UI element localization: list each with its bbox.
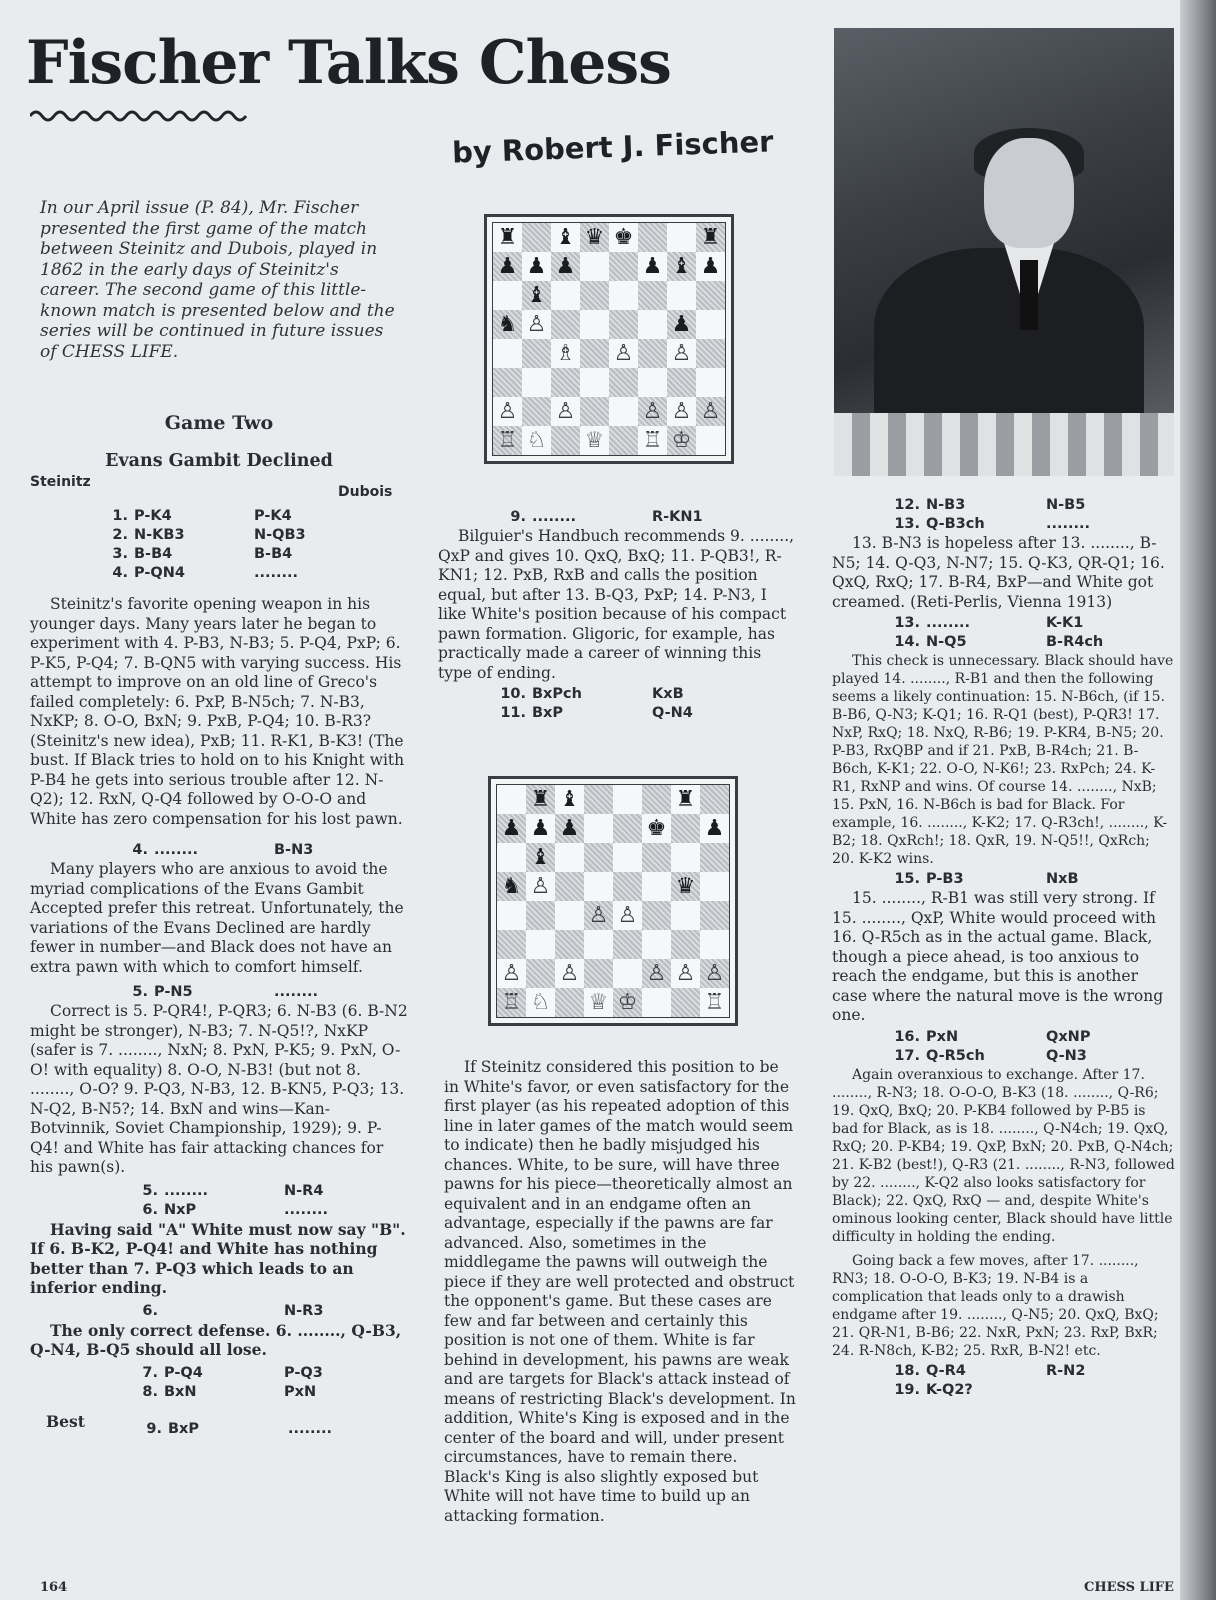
board-square <box>522 397 551 426</box>
opening-name: Evans Gambit Declined <box>105 450 333 471</box>
board-square <box>522 252 551 281</box>
board-square <box>613 959 642 988</box>
move-row: 13. Q-B3ch ........ <box>894 516 1091 532</box>
chess-piece-icon: ♛ <box>584 224 605 250</box>
chess-piece-icon: ♙ <box>671 398 692 424</box>
game-heading: Game Two <box>164 412 274 434</box>
annotation-paragraph: Having said "A" White must now say "B". If 6. B-K2, P-Q4! and White has nothing better than 7. P-Q3 which leads to an inferior ending. <box>30 1219 406 1297</box>
chess-piece-icon: ♙ <box>555 398 576 424</box>
board-square <box>642 872 671 901</box>
board-square <box>526 785 555 814</box>
board-square <box>580 252 609 281</box>
chess-piece-icon: ♙ <box>526 311 547 337</box>
annotation-paragraph: 15. ........, R-B1 was still very strong. If 15. ........, QxP, White would proceed with 16. Q-R5ch as in the actual game. Black, though a piece ahead, is too anxious to reach the endgame, but this is another case where the natural move is the wrong one. <box>832 889 1164 1024</box>
board-square <box>522 310 551 339</box>
chess-piece-icon: ♞ <box>497 311 518 337</box>
board-square <box>638 223 667 252</box>
chess-piece-icon: ♖ <box>704 989 725 1015</box>
board-square <box>555 959 584 988</box>
board-square <box>671 814 700 843</box>
board-square <box>526 930 555 959</box>
chess-piece-icon: ♗ <box>555 340 576 366</box>
board-square <box>609 339 638 368</box>
move-row: 16. PxN QxNP <box>894 1028 1091 1045</box>
board-square <box>497 785 526 814</box>
column-left <box>30 414 408 1439</box>
move-row: 12. N-B3 N-B5 <box>894 497 1086 513</box>
annotation-paragraph: 13. B-N3 is hopeless after 13. ........, B-N5; 14. Q-Q3, N-N7; 15. Q-K3, QR-Q1; 16. QxQ, RxQ; 17. B-R4, BxP—and White got creamed. (Reti-Perlis, Vienna 1913) <box>832 534 1165 611</box>
board-square <box>555 814 584 843</box>
column-middle <box>438 508 798 723</box>
board-square <box>642 785 671 814</box>
title-underline-squiggle <box>30 108 250 124</box>
board-square <box>638 252 667 281</box>
annotation-paragraph: Correct is 5. P-QR4!, P-QR3; 6. N-B3 (6. B-N2 might be stronger), N-B3; 7. N-Q5!?, NxKP (safer is 7. ........, NxN; 8. PxN, P-K5; 9. PxN, O-O! with equality) 8. O-O, N-B3! (but not 8. ........, O-O? 9. P-Q3, N-B3, 12. B-KN5, P-Q3; 13. N-Q2, B-N5?; 14. BxN and wins—Kan-Botvinnik, Soviet Championship, 1929); 9. P-Q4! and White has fair attacking chances for his pawn(s). <box>30 1002 408 1176</box>
move-list-b <box>130 1182 408 1220</box>
board-square <box>551 223 580 252</box>
chess-piece-icon: ♚ <box>646 815 667 841</box>
board-square <box>696 223 725 252</box>
move-row: 17. Q-R5ch Q-N3 <box>894 1047 1087 1064</box>
chess-piece-icon: ♙ <box>671 340 692 366</box>
move-row: 3. B-B4 B-B4 <box>112 546 293 562</box>
board-square <box>609 281 638 310</box>
move-row: 13. ........ K-K1 <box>894 615 1084 631</box>
board-square <box>696 397 725 426</box>
annotation-paragraph: Steinitz's favorite opening weapon in his younger days. Many years later he began to experiment with 4. P-B3, N-B3; 5. P-Q4, PxP; 6. P-K5, P-Q4; 7. B-QN5 with varying success. His attempt to improve on an old line of Greco's failed completely: 6. PxP, B-N5ch; 7. N-B3, NxKP; 8. O-O, BxN; 9. PxB, P-Q4; 10. B-R3? (Steinitz's new idea), PxB; 11. R-K1, B-K3! (The bust. If Black tries to hold on to his Knight with P-B4 he gets into serious trouble after 12. N-Q2); 12. RxN, Q-Q4 followed by O-O-O and White has zero compensation for his lost pawn. <box>30 595 405 828</box>
board-square <box>497 814 526 843</box>
board-square <box>642 959 671 988</box>
move-row: 1. P-K4 P-K4 <box>112 508 292 524</box>
chess-piece-icon: ♜ <box>675 786 696 812</box>
board-square <box>497 988 526 1017</box>
board-square <box>584 843 613 872</box>
chess-piece-icon: ♜ <box>530 786 551 812</box>
board-square <box>667 368 696 397</box>
chess-piece-icon: ♝ <box>530 844 551 870</box>
board-square <box>526 901 555 930</box>
move-row: 6. N-R3 <box>142 1302 324 1319</box>
board-square <box>526 843 555 872</box>
best-move-line <box>30 1412 408 1439</box>
running-footer: CHESS LIFE <box>1084 1580 1174 1595</box>
board-square <box>700 930 729 959</box>
board-square <box>522 368 551 397</box>
board-square <box>613 930 642 959</box>
board-square <box>580 310 609 339</box>
board-square <box>667 397 696 426</box>
chess-piece-icon: ♙ <box>700 398 721 424</box>
chess-piece-icon: ♔ <box>617 989 638 1015</box>
board-square <box>613 814 642 843</box>
board-square <box>555 901 584 930</box>
board-square <box>493 339 522 368</box>
chess-piece-icon: ♝ <box>671 253 692 279</box>
board-square <box>671 843 700 872</box>
chess-piece-icon: ♕ <box>588 989 609 1015</box>
board-square <box>613 843 642 872</box>
annotation-paragraph: Many players who are anxious to avoid the myriad complications of the Evans Gambit Accepted prefer this retreat. Unfortunately, the variations of the Evans Declined are hardly fewer in number—and Black does not have an extra pawn with which to comfort himself. <box>30 860 404 976</box>
move-list <box>498 685 798 723</box>
board-square <box>522 426 551 455</box>
board-square <box>555 988 584 1017</box>
board-square <box>522 281 551 310</box>
board-square <box>700 901 729 930</box>
board-square <box>493 252 522 281</box>
chess-piece-icon: ♙ <box>675 960 696 986</box>
chess-piece-icon: ♕ <box>584 427 605 453</box>
move-row: 4. ........ B-N3 <box>132 842 314 858</box>
chess-piece-icon: ♝ <box>559 786 580 812</box>
board-square <box>638 397 667 426</box>
board-square <box>667 426 696 455</box>
board-square <box>696 252 725 281</box>
chess-piece-icon: ♟ <box>642 253 663 279</box>
board-square <box>613 872 642 901</box>
board-square <box>584 785 613 814</box>
board-square <box>580 397 609 426</box>
board-square <box>667 310 696 339</box>
board-square <box>642 843 671 872</box>
chess-piece-icon: ♟ <box>700 253 721 279</box>
black-player: Dubois <box>338 484 393 500</box>
board-square <box>638 310 667 339</box>
move-list-c <box>130 1364 408 1402</box>
board-square <box>551 281 580 310</box>
board-square <box>555 785 584 814</box>
photo-fischer <box>834 28 1174 476</box>
move-row: 19. K-Q2? <box>894 1381 973 1398</box>
chess-piece-icon: ♝ <box>526 282 547 308</box>
board-square <box>642 901 671 930</box>
board-square <box>696 426 725 455</box>
chess-piece-icon: ♜ <box>700 224 721 250</box>
board-square <box>551 252 580 281</box>
chess-piece-icon: ♙ <box>588 902 609 928</box>
chess-piece-icon: ♘ <box>530 989 551 1015</box>
board-square <box>609 426 638 455</box>
chess-piece-icon: ♖ <box>497 427 518 453</box>
board-square <box>671 988 700 1017</box>
board-square <box>700 872 729 901</box>
board-square <box>667 223 696 252</box>
move-row: 11. BxP Q-N4 <box>500 705 693 721</box>
board-square <box>700 843 729 872</box>
board-square <box>551 426 580 455</box>
board-square <box>613 785 642 814</box>
chess-piece-icon: ♞ <box>501 873 522 899</box>
board-square <box>551 339 580 368</box>
annotation-paragraph: This check is unnecessary. Black should have played 14. ........, R-B1 and then the following seems a likely continuation: 15. N-B6ch, (if 15. B-B6, Q-N3; K-Q1; 16. R-Q1 (best), P-QR3! 17. NxP, RxQ; 18. NxQ, R-B6; 19. P-KR4, B-N5; 20. P-B3, RxQBP and if 21. PxB, B-R4ch; 21. B-B6ch, K-K1; 22. O-O, N-K6!; 23. RxPch; 24. K-R1, RxNP and wins. Of course 14. ........, NxB; 15. PxN, 16. N-B6ch is bad for Black. For example, 16. ........, K-K2; 17. Q-R3ch!, ........, K-B2; 18. QxRch!; 18. QxR, 19. N-Q5!!, QxRch; 20. K-K2 wins. <box>832 653 1174 867</box>
board-square <box>497 930 526 959</box>
board-square <box>671 930 700 959</box>
move-list-c <box>892 1028 1176 1066</box>
board-square <box>526 959 555 988</box>
move-list-d <box>892 1362 1176 1400</box>
chess-piece-icon: ♙ <box>704 960 725 986</box>
chess-piece-icon: ♟ <box>559 815 580 841</box>
board-square <box>526 814 555 843</box>
board-square <box>580 281 609 310</box>
chess-piece-icon: ♟ <box>671 311 692 337</box>
board-square <box>497 959 526 988</box>
board-square <box>700 814 729 843</box>
chess-piece-icon: ♟ <box>526 253 547 279</box>
board-square <box>584 930 613 959</box>
board-square <box>493 310 522 339</box>
board-square <box>642 814 671 843</box>
chess-piece-icon: ♛ <box>675 873 696 899</box>
chess-piece-icon: ♙ <box>642 398 663 424</box>
chess-piece-icon: ♙ <box>646 960 667 986</box>
board-square <box>555 843 584 872</box>
chess-diagram-1 <box>484 214 734 464</box>
board-square <box>609 252 638 281</box>
board-square <box>671 872 700 901</box>
move-row: 18. Q-R4 R-N2 <box>894 1362 1086 1379</box>
chess-piece-icon: ♙ <box>613 340 634 366</box>
move-row: 9. BxP ........ <box>146 1420 333 1437</box>
board-square <box>526 872 555 901</box>
move-row: 14. N-Q5 B-R4ch <box>894 634 1104 650</box>
byline: by Robert J. Fischer <box>451 124 774 170</box>
move-list-a <box>892 496 1176 534</box>
board-square <box>613 901 642 930</box>
chess-piece-icon: ♙ <box>530 873 551 899</box>
board-square <box>613 988 642 1017</box>
annotation-paragraph: Bilguier's Handbuch recommends 9. ........, QxP and gives 10. QxQ, BxQ; 11. P-QB3!, R-KN1; 12. PxB, RxB and calls the position equal, but after 13. B-Q3, PxP; 14. P-N3, I like White's position because of his compact pawn formation. Gligoric, for example, has practically made a career of winning this type of ending. <box>438 527 795 682</box>
board-square <box>609 397 638 426</box>
column-middle-lower <box>444 1058 798 1528</box>
move-list-a <box>100 507 408 583</box>
chess-piece-icon: ♚ <box>613 224 634 250</box>
move-row: 5. ........ N-R4 <box>142 1182 324 1199</box>
chess-piece-icon: ♖ <box>642 427 663 453</box>
board-square <box>671 785 700 814</box>
board-square <box>551 368 580 397</box>
board-square <box>696 281 725 310</box>
board-square <box>493 397 522 426</box>
board-square <box>609 368 638 397</box>
chess-diagram-2 <box>488 776 738 1026</box>
board-square <box>671 901 700 930</box>
board-square <box>642 988 671 1017</box>
board-square <box>671 959 700 988</box>
move-row: 7. P-Q4 P-Q3 <box>142 1364 323 1381</box>
best-label: Best <box>46 1411 85 1431</box>
chess-piece-icon: ♔ <box>671 427 692 453</box>
chess-piece-icon: ♙ <box>617 902 638 928</box>
chess-piece-icon: ♖ <box>501 989 522 1015</box>
board-square <box>522 339 551 368</box>
board-square <box>493 368 522 397</box>
chess-piece-icon: ♜ <box>497 224 518 250</box>
chess-piece-icon: ♙ <box>501 960 522 986</box>
article-title: Fischer Talks Chess <box>26 28 671 98</box>
move-row: 5. P-N5 ........ <box>132 984 319 1000</box>
chess-piece-icon: ♟ <box>497 253 518 279</box>
chess-piece-icon: ♟ <box>704 815 725 841</box>
column-right <box>832 496 1176 1400</box>
intro-paragraph: In our April issue (P. 84), Mr. Fischer presented the first game of the match between Steinitz and Dubois, played in 1862 in the early days of Steinitz's career. The second game of this little-known match is presented below and the series will be continued in future issues of CHESS LIFE. <box>40 198 395 362</box>
chess-piece-icon: ♝ <box>555 224 576 250</box>
board-square <box>555 872 584 901</box>
move-row: 6. NxP ........ <box>142 1201 329 1218</box>
board-square <box>493 223 522 252</box>
board-square <box>700 785 729 814</box>
board-square <box>696 310 725 339</box>
board-square <box>584 814 613 843</box>
annotation-paragraph: The only correct defense. 6. ........, Q-B3, Q-N4, B-Q5 should all lose. <box>30 1320 402 1359</box>
board-square <box>667 252 696 281</box>
chess-piece-icon: ♘ <box>526 427 547 453</box>
board-square <box>638 339 667 368</box>
move-list-b <box>892 614 1176 652</box>
players-line <box>30 473 408 507</box>
board-square <box>667 281 696 310</box>
board-square <box>700 988 729 1017</box>
chess-piece-icon: ♙ <box>559 960 580 986</box>
annotation-paragraph: Going back a few moves, after 17. ........, RN3; 18. O-O-O, B-K3; 19. N-B4 is a complication that leads only to a drawish endgame after 19. ........, Q-N5; 20. QxQ, BxQ; 21. QR-N1, B-B6; 22. NxR, PxN; 23. RxP, BxR; 24. R-N8ch, K-B2; 25. RxR, B-N2! etc. <box>832 1252 1159 1359</box>
board-square <box>497 872 526 901</box>
board-square <box>580 223 609 252</box>
chess-piece-icon: ♙ <box>497 398 518 424</box>
board-square <box>580 426 609 455</box>
board-square <box>580 368 609 397</box>
move-row: 15. P-B3 NxB <box>894 871 1079 887</box>
board-square <box>551 397 580 426</box>
white-player: Steinitz <box>30 474 91 490</box>
chess-piece-icon: ♟ <box>530 815 551 841</box>
board-square <box>609 310 638 339</box>
board-square <box>584 988 613 1017</box>
board-square <box>638 281 667 310</box>
page-edge-shadow <box>1180 0 1216 1600</box>
board-square <box>700 959 729 988</box>
annotation-paragraph: Again overanxious to exchange. After 17. ........, R-N3; 18. O-O-O, B-K3 (18. ........, Q-R6; 19. QxQ, BxQ; 20. P-KB4 followed by P-B5 is bad for Black, as is 18. ........, Q-N4ch; 19. QxQ, RxQ; 20. P-KB4; 19. QxP, BxN; 20. PxB, Q-N4ch; 21. K-B2 (best!), Q-R3 (21. ........, R-N3, followed by 22. ........, K-Q2 also looks satisfactory for Black); 22. QxQ, RxQ — and, despite White's ominous looking center, Black should have little difficulty in holding the ending. <box>832 1066 1175 1245</box>
board-square <box>696 368 725 397</box>
board-square <box>497 901 526 930</box>
board-square <box>522 223 551 252</box>
move-row: 9. ........ R-KN1 <box>510 509 703 525</box>
board-square <box>497 843 526 872</box>
board-square <box>642 930 671 959</box>
board-square <box>580 339 609 368</box>
board-square <box>551 310 580 339</box>
move-row: 4. P-QN4 ........ <box>112 565 299 581</box>
annotation-paragraph: If Steinitz considered this position to be in White's favor, or even satisfactory for the first player (as his repeated adoption of this line in later games of the match would seem to indicate) then he badly misjudged his chances. White, to be sure, will have three pawns for his piece—theoretically almost an equivalent and in an endgame often an advantage, especially if the pawns are far advanced. Also, sometimes in the middlegame the pawns will outweigh the piece if they are well protected and obstruct the opponent's game. But these cases are few and far between and certainly this position is not one of them. White is far behind in development, his pawns are weak and are targets for Black's attack instead of means of restricting Black's development. In addition, White's King is exposed and in the center of the board and will, under present circumstances, have to remain there. Black's King is also slightly exposed but White will not have time to build up an attacking formation. <box>444 1058 796 1525</box>
board-square <box>584 959 613 988</box>
page-number: 164 <box>40 1580 68 1595</box>
board-square <box>493 426 522 455</box>
chess-piece-icon: ♟ <box>555 253 576 279</box>
move-row: 8. BxN PxN <box>142 1383 317 1400</box>
board-square <box>609 223 638 252</box>
board-square <box>696 339 725 368</box>
board-square <box>526 988 555 1017</box>
chess-piece-icon: ♟ <box>501 815 522 841</box>
board-square <box>667 339 696 368</box>
board-square <box>638 368 667 397</box>
board-square <box>555 930 584 959</box>
board-square <box>584 872 613 901</box>
move-row: 10. BxPch KxB <box>500 686 684 702</box>
board-square <box>638 426 667 455</box>
board-square <box>584 901 613 930</box>
move-row: 2. N-KB3 N-QB3 <box>112 527 306 543</box>
board-square <box>493 281 522 310</box>
